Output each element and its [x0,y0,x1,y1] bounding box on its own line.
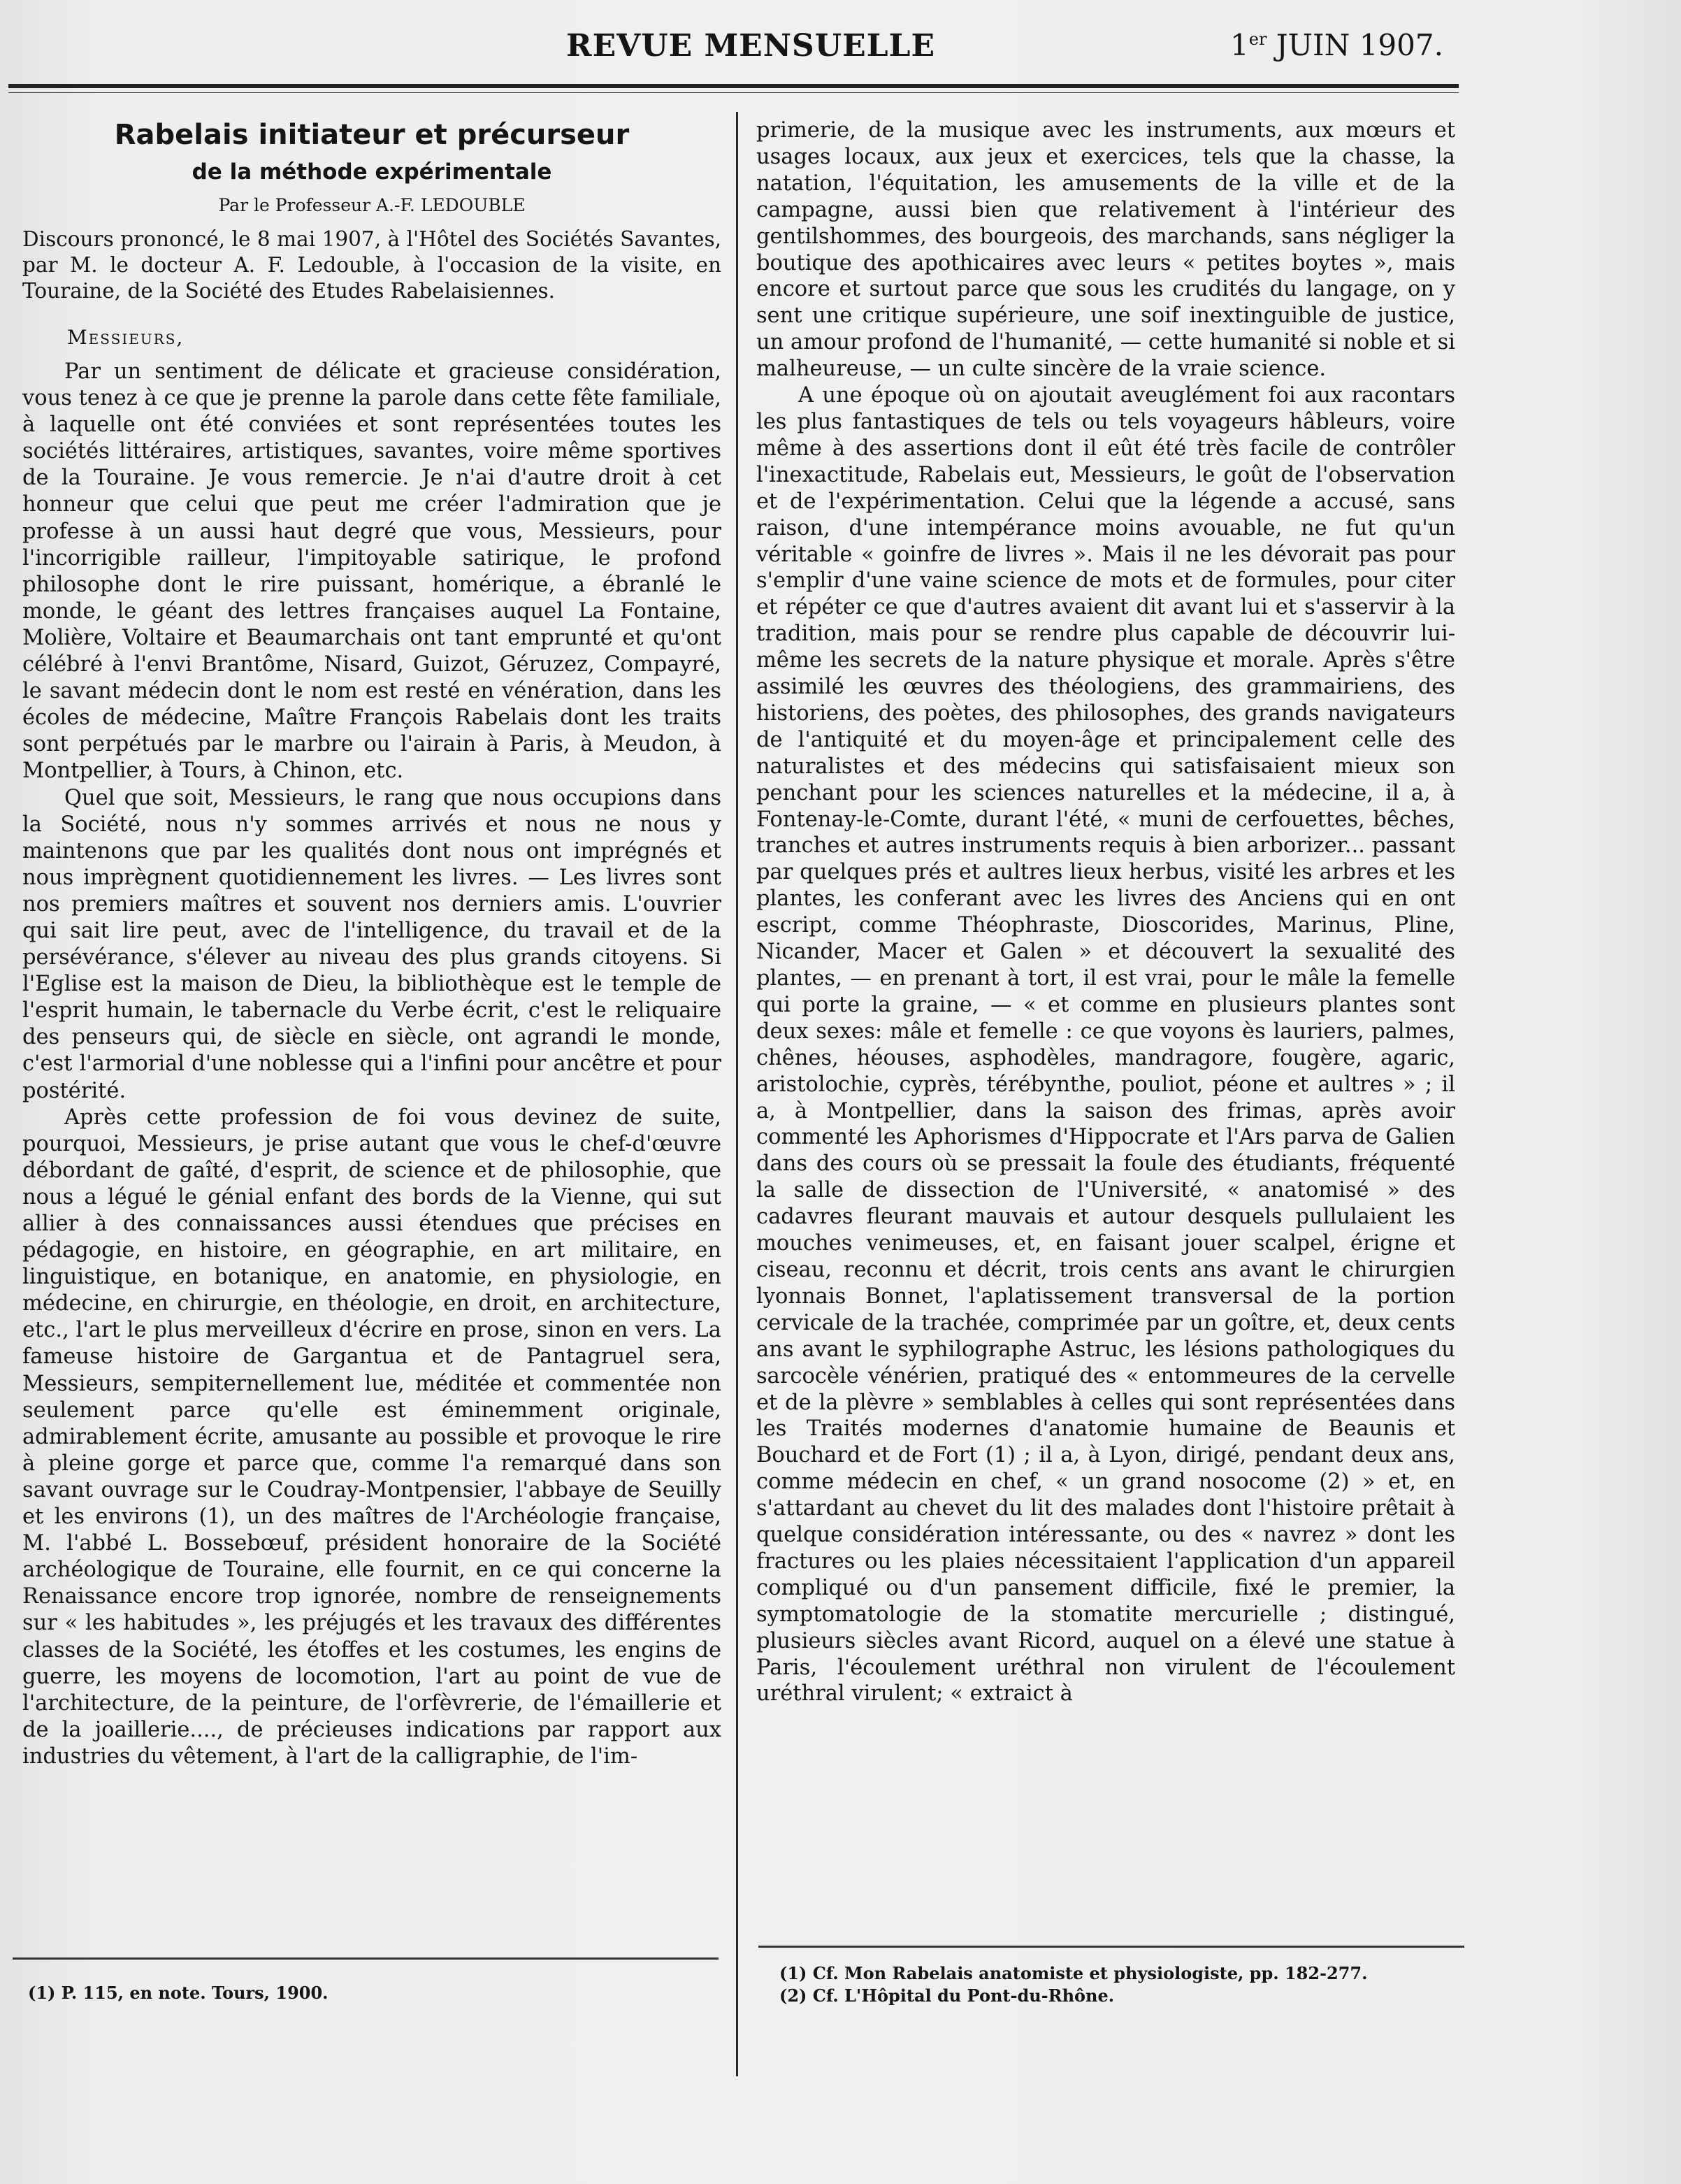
journal-title: REVUE MENSUELLE [566,28,936,64]
paragraph: Quel que soit, Messieurs, le rang que nous occupions dans la Société, nous n'y sommes arrivés et nous ne nous y maintenons que par les qualités dont nous ont imprégnés et nous imprègnent quotidiennement les livres. — Les livres sont nos premiers maîtres et souvent nos derniers amis. L'ouvrier qui sait lire peut, avec de l'intelligence, du travail et de la persévérance, s'élever au niveau des plus grands citoyens. Si l'Eglise est la maison de Dieu, la bibliothèque est le temple de l'esprit humain, le tabernacle du Verbe écrit, c'est le reliquaire des penseurs qui, de siècle en siècle, ont agrandi le monde, c'est l'armorial d'une noblesse qui a l'infini pour ancêtre et pour postérité. [22,785,721,1103]
footnote-right-1: (1) Cf. Mon Rabelais anatomiste et physiologiste, pp. 182-277. [779,1963,1368,1983]
footnote-right-2: (2) Cf. L'Hôpital du Pont-du-Rhône. [779,1985,1115,2006]
article-title: Rabelais initiateur et précurseur [114,119,630,151]
left-column [22,112,721,1770]
footnote-left-1: (1) P. 115, en note. Tours, 1900. [28,1983,329,2003]
date-month-year: JUIN 1907. [1267,28,1443,62]
footnote-rule-left [13,1957,719,1960]
column-divider [736,112,738,2076]
paragraph: Après cette profession de foi vous devinez de suite, pourquoi, Messieurs, je prise autant que vous le chef-d'œuvre débordant de gaîté, d'esprit, de science et de philosophie, que nous a légué le génial enfant des bords de la Vienne, qui sut allier à des connaissances aussi étendues que précises en pédagogie, en histoire, en géographie, en art militaire, en linguistique, en botanique, en anatomie, en physiologie, en médecine, en chirurgie, en théologie, en droit, en architecture, etc., l'art le plus merveilleux d'écrire en prose, sinon en vers. La fameuse histoire de Gargantua et de Pantagruel sera, Messieurs, sempiternellement lue, méditée et commentée non seulement parce qu'elle est éminemment originale, admirablement écrite, amusante au possible et provoque le rire à pleine gorge et parce que, comme l'a remarqué dans son savant ouvrage sur le Coudray-Montpensier, l'abbaye de Seuilly et les environs (1), un des maîtres de l'Archéologie française, M. l'abbé L. Bossebœuf, président honoraire de la Société archéologique de Touraine, elle fournit, en ce qui concerne la Renaissance encore trop ignorée, nombre de renseignements sur « les habitudes », les préjugés et les travaux des différentes classes de la Société, les étoffes et les costumes, les engins de guerre, les moyens de locomotion, l'art au point de vue de l'architecture, de la peinture, de l'orfèvrerie, de l'émaillerie et de la joaillerie...., de précieuses indications par rapport aux industries du vêtement, à l'art de la calligraphie, de l'im- [22,1105,721,1769]
issue-date [1230,28,1454,62]
footnote-rule-right [758,1946,1464,1948]
right-column [756,117,1455,1707]
date-day: 1 [1230,28,1249,62]
article-intro: Discours prononcé, le 8 mai 1907, à l'Hôtel des Sociétés Savantes, par M. le docteur A. F. Ledouble, à l'occasion de la visite, en Touraine, de la Société des Etudes Rabelaisiennes. [22,227,721,303]
left-body [22,359,721,1770]
right-body [756,117,1455,1707]
date-ordinal: er [1248,29,1267,49]
salutation: Messieurs, [67,326,185,349]
article-byline: Par le Professeur A.-F. LEDOUBLE [218,195,526,215]
paragraph: primerie, de la musique avec les instruments, aux mœurs et usages locaux, aux jeux et exercices, tels que la chasse, la natation, l'équitation, les amusements de la ville et de la campagne, aussi bien que relativement à l'intérieur des gentilshommes, des bourgeois, des marchands, sans négliger la boutique des apothicaires avec leurs « petites boytes », mais encore et surtout parce que sous les crudités du langage, on y sent une critique supérieure, une soif inextinguible de justice, un amour profond de l'humanité, — cette humanité si noble et si malheureuse, — un culte sincère de la vraie science. [756,118,1455,382]
page-header [0,28,1681,77]
header-rule-thin [8,92,1459,93]
paragraph: A une époque où on ajoutait aveuglément foi aux racontars les plus fantastiques de tels ou tels voyageurs hâbleurs, voire même à des assertions dont il eût été très facile de contrôler l'inexactitude, Rabelais eut, Messieurs, le goût de l'observation et de l'expérimentation. Celui que la légende a accusé, sans raison, d'une intempérance moins avouable, ne fut qu'un véritable « goinfre de livres ». Mais il ne les dévorait pas pour s'emplir d'une vaine science de mots et de formules, pour citer et répéter ce que d'autres avaient dit avant lui et s'asservir à la tradition, mais pour se rendre plus capable de découvrir lui-même les secrets de la nature physique et morale. Après s'être assimilé les œuvres des théologiens, des grammairiens, des historiens, des poètes, des philosophes, des grands navigateurs de l'antiquité et du moyen-âge et principalement celle des naturalistes et des médecins qui satisfaisaient mieux son penchant pour les sciences naturelles et la médecine, il a, à Fontenay-le-Comte, durant l'été, « muni de cerfouettes, bêches, tranches et autres instruments requis à bien arborizer... passant par quelques prés et aultres lieux herbus, visité les arbres et les plantes, les conferant avec les livres des Anciens qui en ont escript, comme Théophraste, Dioscorides, Marinus, Pline, Nicander, Macer et Galen » et découvert la sexualité des plantes, — en prenant à tort, il est vrai, pour le mâle la femelle qui porte la graine, — « et comme en plusieurs plantes sont deux sexes: mâle et femelle : ce que voyons ès lauriers, palmes, chênes, héouses, asphodèles, mandragore, fougère, agaric, aristolochie, cyprès, térébynthe, pouliot, péone et aultres » ; il a, à Montpellier, dans la saison des frimas, après avoir commenté les Aphorismes d'Hippocrate et l'Ars parva de Galien dans des cours où se pressait la foule des étudiants, fréquenté la salle de dissection de l'Université, « anatomisé » des cadavres fleurant mauvais et autour desquels pullulaient les mouches venimeuses, et, en faisant jouer scalpel, érigne et ciseau, reconnu et décrit, trois cents ans avant le chirurgien lyonnais Bonnet, l'aplatissement transversal de la portion cervicale de la trachée, comprimée par un goître, et, deux cents ans avant le syphilographe Astruc, les lésions pathologiques du sarcocèle vénérien, pratiqué des « entommeures de la cervelle et de la plèvre » semblables à celles qui sont représentées dans les Traités modernes d'anatomie humaine de Beaunis et Bouchard et de Fort (1) ; il a, à Lyon, dirigé, pendant deux ans, comme médecin en chef, « un grand nosocome (2) » et, en s'attardant au chevet du lit des malades dont l'histoire prêtait à quelque considération intéressante, ou des « navrez » dont les fractures ou les plaies nécessitaient l'application d'un appareil compliqué ou d'un pansement difficile, fixé le premier, la symptomatologie de la stomatite mercurielle ; distingué, plusieurs siècles avant Ricord, auquel on a élevé une statue à Paris, l'écoulement uréthral non virulent de l'écoulement uréthral virulent; « extraict à [756,383,1455,1707]
article-subtitle: de la méthode expérimentale [192,159,552,185]
paragraph: Par un sentiment de délicate et gracieuse considération, vous tenez à ce que je prenne la parole dans cette fête familiale, à laquelle ont été conviées et sont représentées toutes les sociétés littéraires, artistiques, savantes, voire même sportives de la Touraine. Je vous remercie. Je n'ai d'autre droit à cet honneur que celui que peut me créer l'admiration que je professe à un aussi haut degré que vous, Messieurs, pour l'incorrigible railleur, l'impitoyable satirique, le profond philosophe dont le rire puissant, homérique, a ébranlé le monde, le géant des lettres françaises auquel La Fontaine, Molière, Voltaire et Beaumarchais ont tant emprunté et qu'ont célébré à l'envi Brantôme, Nisard, Guizot, Géruzez, Compayré, le savant médecin dont le nom est resté en vénération, dans les écoles de médecine, Maître François Rabelais dont les traits sont perpétués par le marbre ou l'airain à Paris, à Meudon, à Montpellier, à Tours, à Chinon, etc. [22,359,721,784]
header-rule [8,84,1459,88]
